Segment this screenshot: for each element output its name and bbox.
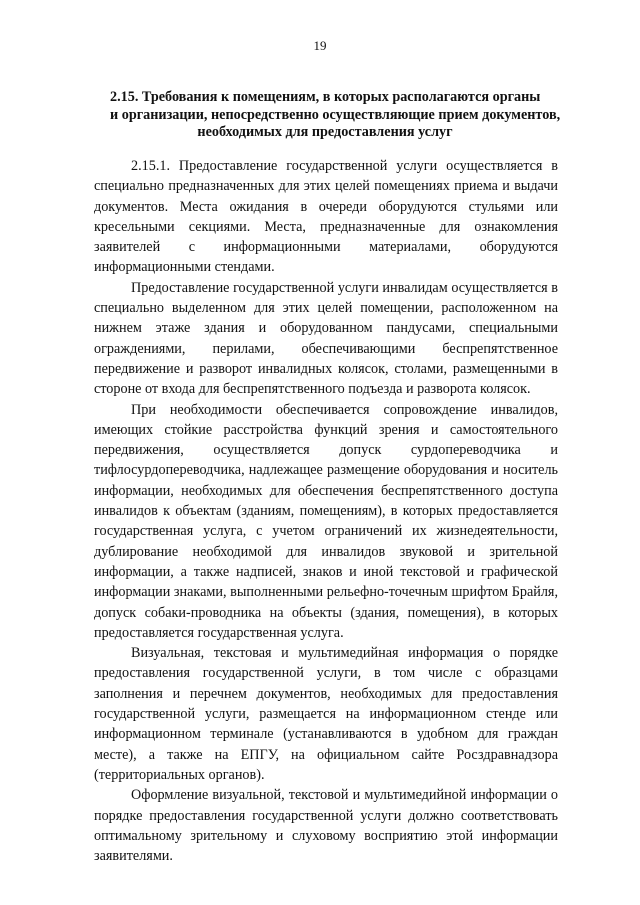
paragraph: Визуальная, текстовая и мультимедийная информация о порядке предоставления государственной услуги, в том числе с образцами заполнения и перечнем документов, необходимых для предоставления государственной услуги, размещается на информационном стенде или информационном терминале (устанавливаются в удобном для граждан месте), а также на ЕПГУ, на официальном сайте Росздравнадзора (территориальных органов). <box>94 645 558 783</box>
paragraph: Оформление визуальной, текстовой и мультимедийной информации о порядке предоставления государственной услуги должно соответствовать оптимальному зрительному и слуховому восприятию этой информации заявителями. <box>94 787 558 865</box>
paragraph: При необходимости обеспечивается сопровождение инвалидов, имеющих стойкие расстройства функций зрения и самостоятельного передвижения, осуществляется допуск сурдопереводчика и тифлосурдопереводчика, надлежащее размещение оборудования и носитель информации, необходимых для обеспечения беспрепятственного доступа инвалидов к объектам (зданиям, помещениям), в которых предоставляется государственная услуга, с учетом ограничений их жизнедеятельности, дублирование необходимой для инвалидов звуковой и зрительной информации, а также надписей, знаков и иной текстовой и графической информации знаками, выполненными рельефно-точечным шрифтом Брайля, допуск собаки-проводника на объекты (здания, помещения), в которых предоставляется государственная услуга. <box>94 401 558 641</box>
paragraph: 2.15.1. Предоставление государственной услуги осуществляется в специально предназначенных для этих целей помещениях приема и выдачи документов. Места ожидания в очереди оборудуются стульями или кресельными секциями. Места, предназначенные для ознакомления заявителей с информационными материалами, оборудуются информационными стендами. <box>94 158 558 276</box>
section-body <box>94 156 558 866</box>
page-number: 19 <box>313 38 327 53</box>
section-heading-line: 2.15. Требования к помещениям, в которых располагаются органы <box>110 89 541 105</box>
section-heading-line: и организации, непосредственно осуществляющие прием документов, <box>110 106 561 123</box>
paragraph: Предоставление государственной услуги инвалидам осуществляется в специально выделенном для этих целей помещении, расположенном на нижнем этаже здания и оборудованном пандусами, специальными ограждениями, перилами, обеспечивающими беспрепятственное передвижение и разворот инвалидных колясок, столами, размещенными в стороне от входа для беспрепятственного подъезда и разворота колясок. <box>94 279 558 398</box>
section-heading <box>110 89 561 142</box>
section-heading-line: необходимых для предоставления услуг <box>197 124 453 140</box>
